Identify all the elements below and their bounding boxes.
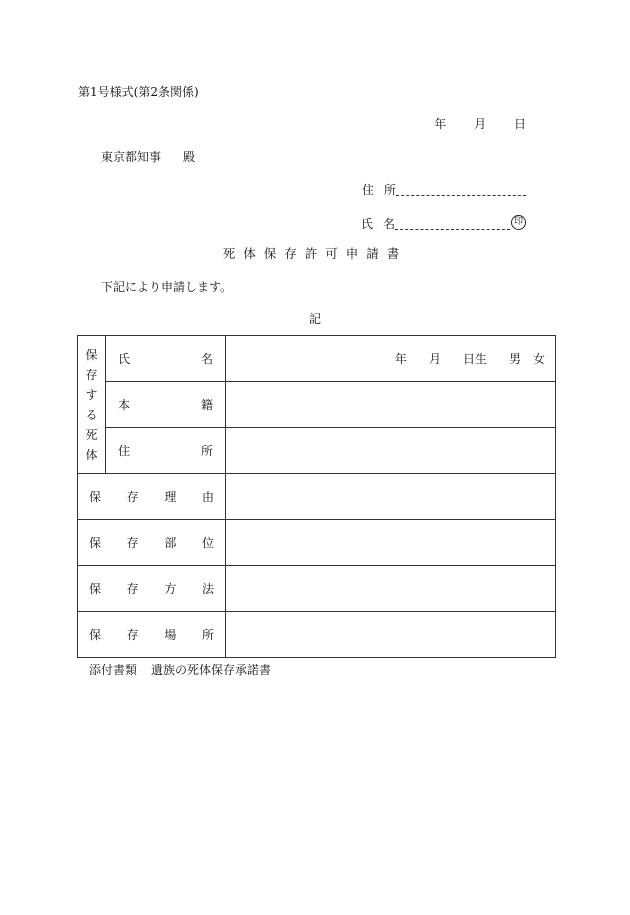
applicant-address-label: 住 所 <box>361 183 396 197</box>
preservation-place-field[interactable] <box>226 612 556 658</box>
table-row <box>78 566 556 612</box>
deceased-address-field[interactable] <box>226 428 556 474</box>
domicile-label: 本 籍 <box>106 382 226 428</box>
date-day: 日 <box>513 117 526 131</box>
applicant-name-field[interactable] <box>395 217 510 230</box>
date-month: 月 <box>474 117 487 131</box>
attachments-label: 添付書類 <box>89 663 138 677</box>
application-table <box>77 335 556 658</box>
preservation-part-field[interactable] <box>226 520 556 566</box>
preservation-reason-label: 保 存 理 由 <box>78 474 226 520</box>
seal-mark: 印 <box>511 215 526 230</box>
deceased-address-label: 住 所 <box>106 428 226 474</box>
preservation-place-label: 保 存 場 所 <box>78 612 226 658</box>
attachments <box>89 664 271 676</box>
table-row <box>78 382 556 428</box>
applicant-name <box>361 215 526 230</box>
preservation-part-label: 保 存 部 位 <box>78 520 226 566</box>
deceased-name-label: 氏 名 <box>106 336 226 382</box>
table-row <box>78 428 556 474</box>
preservation-method-field[interactable] <box>226 566 556 612</box>
document-title: 死体保存許可申請書 <box>222 246 408 261</box>
preservation-reason-field[interactable] <box>226 474 556 520</box>
domicile-field[interactable] <box>226 382 556 428</box>
addressee-name: 東京都知事 <box>101 150 162 164</box>
table-row <box>78 336 556 382</box>
applicant-address-field[interactable] <box>396 183 526 196</box>
attachments-document: 遺族の死体保存承諾書 <box>151 663 272 677</box>
applicant-address <box>362 183 526 196</box>
preservation-method-label: 保 存 方 法 <box>78 566 226 612</box>
addressee-honorific: 殿 <box>183 150 196 164</box>
table-row <box>78 520 556 566</box>
addressee <box>101 151 195 163</box>
group-label-cell: 保 存 す る 死 体 <box>78 336 106 474</box>
deceased-name-field[interactable] <box>226 336 556 382</box>
applicant-name-label: 氏 名 <box>360 217 395 231</box>
form-number: 第1号様式(第2条関係) <box>78 85 199 99</box>
date-line <box>434 118 526 130</box>
ki-heading: 記 <box>308 312 321 326</box>
date-year: 年 <box>434 117 447 131</box>
table-row <box>78 612 556 658</box>
intro-text: 下記により申請します。 <box>101 280 233 294</box>
table-row <box>78 474 556 520</box>
birth-sex-fields: 年 月 日生 男 女 <box>394 352 545 366</box>
